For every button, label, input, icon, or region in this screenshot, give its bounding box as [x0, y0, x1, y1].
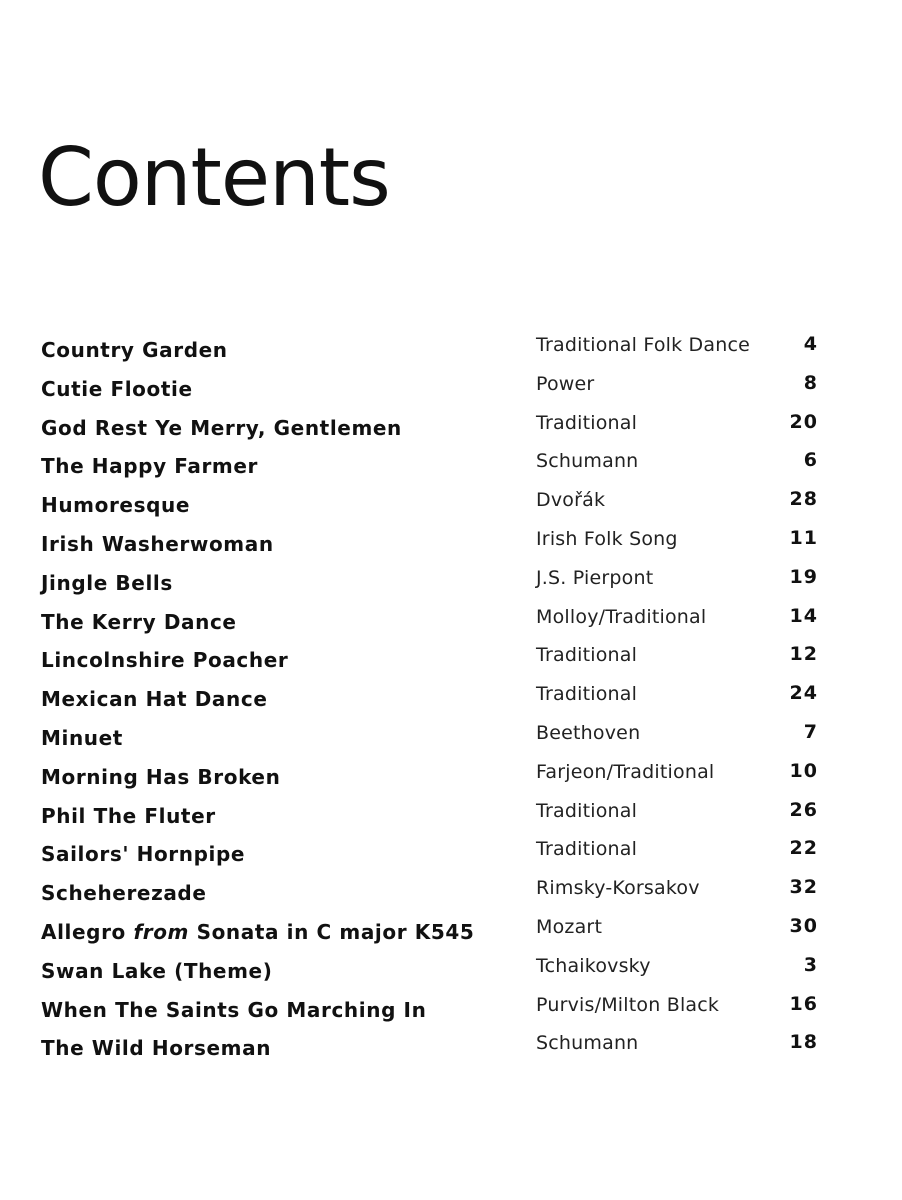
contents-entry — [0, 1028, 902, 1067]
entry-page-number: 11 — [789, 526, 818, 549]
entry-title: Country Garden — [41, 338, 228, 362]
contents-entry — [0, 796, 902, 835]
contents-entry — [0, 873, 902, 912]
entry-title: The Happy Farmer — [41, 454, 258, 479]
entry-title-suffix: Sonata in C major K545 — [196, 919, 475, 944]
entry-composer: Farjeon/Traditional — [536, 760, 715, 783]
contents-entry — [0, 990, 902, 1029]
entry-title: Morning Has Broken — [41, 764, 281, 789]
entry-composer: Power — [536, 372, 595, 395]
entry-composer: Traditional — [536, 683, 638, 706]
entry-page-number: 14 — [789, 604, 818, 627]
entry-title: Cutie Flootie — [41, 376, 193, 401]
entry-composer: Rimsky-Korsakov — [536, 877, 700, 900]
entry-title-prefix: Allegro — [41, 919, 126, 944]
entry-title: When The Saints Go Marching In — [41, 997, 427, 1022]
entry-title: Sailors' Hornpipe — [41, 842, 246, 867]
contents-entry — [0, 951, 902, 990]
entry-page-number: 16 — [789, 992, 818, 1015]
entry-title: Humoresque — [41, 493, 191, 518]
entry-title: Jingle Bells — [41, 570, 173, 595]
entry-title: Scheherezade — [41, 881, 207, 906]
entry-composer: Traditional Folk Dance — [536, 334, 751, 356]
entry-title: God Rest Ye Merry, Gentlemen — [41, 415, 402, 440]
entry-page-number: 10 — [789, 759, 818, 782]
entry-page-number: 8 — [803, 371, 818, 394]
page-title: Contents — [38, 131, 390, 224]
contents-entry — [0, 446, 902, 485]
contents-entry — [0, 369, 902, 408]
contents-entry — [0, 485, 902, 524]
entry-page-number: 24 — [789, 682, 818, 705]
entry-composer: Mozart — [536, 915, 603, 938]
entry-page-number: 28 — [789, 488, 818, 511]
contents-entry — [0, 408, 902, 447]
contents-list — [0, 330, 902, 1067]
entry-composer: Molloy/Traditional — [536, 605, 707, 628]
entry-title: Swan Lake (Theme) — [41, 958, 273, 983]
entry-page-number: 32 — [789, 876, 818, 899]
entry-page-number: 18 — [789, 1031, 818, 1054]
entry-title-italic: from — [133, 919, 189, 944]
entry-title: Phil The Fluter — [41, 803, 216, 828]
entry-composer: Traditional — [536, 644, 638, 667]
contents-entry — [0, 757, 902, 796]
contents-entry — [0, 640, 902, 679]
entry-page-number: 19 — [789, 565, 818, 588]
contents-entry — [0, 330, 902, 369]
entry-composer: Schumann — [536, 1032, 639, 1055]
entry-composer: Irish Folk Song — [536, 527, 678, 550]
entry-composer: Dvořák — [536, 489, 606, 512]
entry-page-number: 3 — [803, 953, 818, 976]
entry-composer: Tchaikovsky — [536, 954, 651, 977]
entry-composer: Beethoven — [536, 721, 641, 744]
contents-entry — [0, 912, 902, 951]
entry-composer: Purvis/Milton Black — [536, 993, 720, 1016]
entry-title: Irish Washerwoman — [41, 531, 274, 556]
entry-page-number: 26 — [789, 798, 818, 821]
entry-composer: Traditional — [536, 411, 638, 434]
entry-page-number: 12 — [789, 643, 818, 666]
entry-page-number: 22 — [789, 837, 818, 860]
entry-composer: Traditional — [536, 838, 638, 861]
entry-title: Minuet — [41, 725, 123, 750]
entry-composer: Schumann — [536, 450, 639, 473]
entry-title — [41, 920, 474, 944]
entry-composer: J.S. Pierpont — [536, 566, 654, 589]
entry-title: The Kerry Dance — [41, 609, 237, 634]
contents-entry — [0, 602, 902, 641]
entry-page-number: 6 — [803, 449, 818, 472]
contents-entry — [0, 834, 902, 873]
entry-composer: Traditional — [536, 799, 638, 822]
contents-entry — [0, 563, 902, 602]
entry-title: Lincolnshire Poacher — [41, 648, 289, 673]
entry-title: Mexican Hat Dance — [41, 687, 268, 712]
entry-page-number: 30 — [789, 914, 818, 937]
entry-page-number: 4 — [803, 333, 818, 355]
entry-page-number: 7 — [803, 720, 818, 743]
entry-page-number: 20 — [789, 410, 818, 433]
contents-entry — [0, 718, 902, 757]
entry-title: The Wild Horseman — [41, 1036, 272, 1061]
contents-entry — [0, 679, 902, 718]
contents-entry — [0, 524, 902, 563]
